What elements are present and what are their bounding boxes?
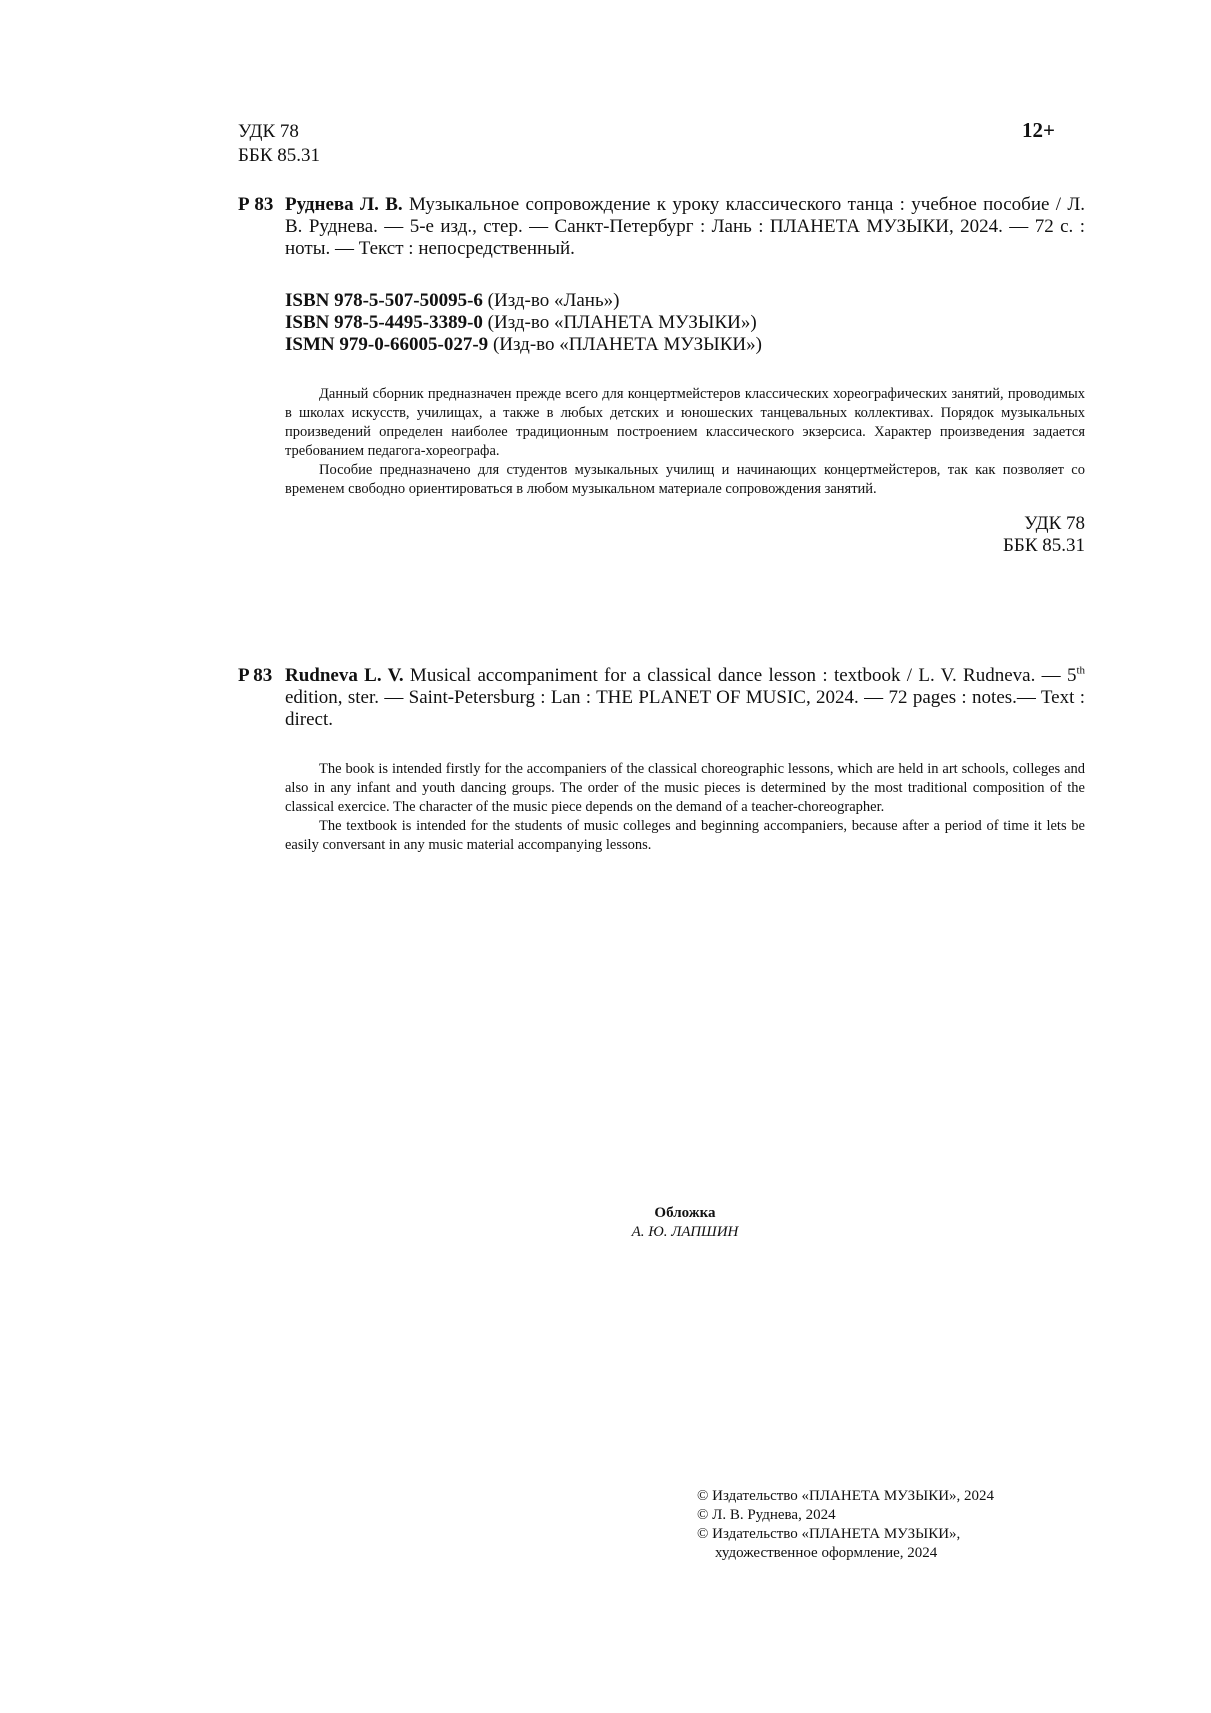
- isbn-number: ISBN 978-5-4495-3389-0: [285, 312, 483, 333]
- cover-artist: А. Ю. ЛАПШИН: [631, 1224, 739, 1240]
- isbn-number: ISBN 978-5-507-50095-6: [285, 290, 483, 311]
- isbn-list: [285, 290, 1085, 356]
- annotation-ru: [285, 385, 1085, 499]
- bibliographic-record-ru: [285, 194, 1085, 260]
- isbn-publisher: (Изд-во «Лань»): [487, 290, 620, 311]
- udk-code-top: УДК 78: [238, 121, 299, 142]
- isbn-publisher: (Изд-во «ПЛАНЕТА МУЗЫКИ»): [487, 312, 757, 333]
- copyright-line: художественное оформление, 2024: [715, 1545, 938, 1561]
- isbn-line: [285, 312, 1085, 334]
- annotation-paragraph-ru-2: Пособие предназначено для студентов музыкальных училищ и начинающих концертмейстеров, так как позволяет со временем свободно ориентироваться в любом музыкальном материале сопровождения занятий.: [285, 462, 1085, 497]
- copyright-line: © Издательство «ПЛАНЕТА МУЗЫКИ», 2024: [697, 1488, 995, 1504]
- author-mark-en: P 83: [238, 665, 273, 686]
- copyright-block: [697, 1487, 1117, 1563]
- author-name-en: Rudneva L. V.: [285, 665, 404, 686]
- ismn-publisher: (Изд-во «ПЛАНЕТА МУЗЫКИ»): [492, 334, 762, 355]
- udk-code-bottom: УДК 78: [1024, 513, 1085, 534]
- bbk-code-top: ББК 85.31: [238, 145, 320, 166]
- bbk-code-bottom: ББК 85.31: [1003, 535, 1085, 556]
- author-mark-ru: Р 83: [238, 194, 274, 215]
- age-rating: 12+: [1022, 118, 1055, 142]
- cover-label: Обложка: [654, 1205, 716, 1221]
- record-description-ru: Музыкальное сопровождение к уроку классического танца : учебное пособие / Л. В. Руднева. — 5-е изд., стер. — Санкт-Петербург : Лань : ПЛАНЕТА МУЗЫКИ, 2024. — 72 с. : ноты. — Текст : непосредственный.: [285, 194, 1085, 259]
- record-description-en-2: edition, ster. — Saint-Petersburg : Lan : THE PLANET OF MUSIC, 2024. — 72 pages : notes.— Text : direct.: [285, 687, 1085, 730]
- edition-superscript: th: [1076, 664, 1086, 677]
- cover-credit: [485, 1204, 885, 1242]
- ismn-line: [285, 334, 1085, 356]
- copyright-line: © Л. В. Руднева, 2024: [697, 1507, 836, 1523]
- classification-bottom: [285, 513, 1085, 557]
- author-name-ru: Руднева Л. В.: [285, 194, 403, 215]
- ismn-number: ISMN 979-0-66005-027-9: [285, 334, 489, 355]
- record-description-en-1: Musical accompaniment for a classical dance lesson : textbook / L. V. Rudneva. — 5: [409, 665, 1077, 686]
- bibliographic-record-en: [285, 665, 1085, 731]
- annotation-en: [285, 760, 1085, 855]
- copyright-line: © Издательство «ПЛАНЕТА МУЗЫКИ»,: [697, 1526, 961, 1542]
- annotation-paragraph-en-1: The book is intended firstly for the accompaniers of the classical choreographic lessons, which are held in art schools, colleges and also in any infant and youth dancing groups. The order of the music pieces is determined by the most traditional composition of the classical exercice. The character of the music piece depends on the demand of a teacher-choreographer.: [285, 761, 1085, 815]
- isbn-line: [285, 290, 1085, 312]
- annotation-paragraph-en-2: The textbook is intended for the students of music colleges and beginning accompaniers, because after a period of time it lets be easily conversant in any music material accompanying lessons.: [285, 818, 1085, 853]
- annotation-paragraph-ru-1: Данный сборник предназначен прежде всего для концертмейстеров классических хореографических занятий, проводимых в школах искусств, училищах, а также в любых детских и юношеских танцевальных коллективах. Порядок музыкальных произведений определен наиболее традиционным построением классического экзерсиса. Характер произведения задается требованием педагога-хореографа.: [285, 386, 1085, 459]
